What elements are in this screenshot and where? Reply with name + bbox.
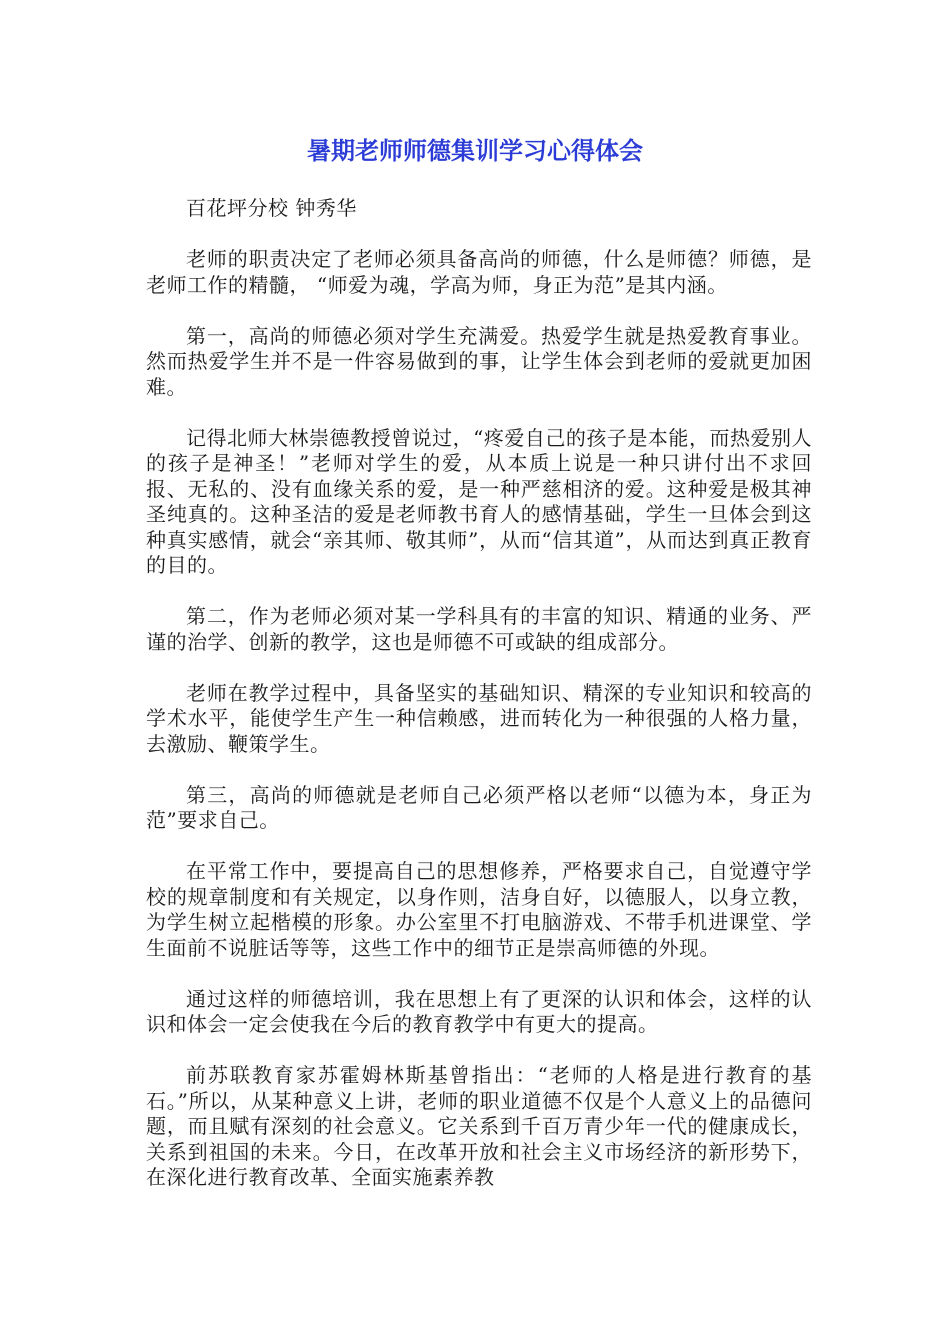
paragraph: 第一，高尚的师德必须对学生充满爱。热爱学生就是热爱教育事业。然而热爱学生并不是一件容易做到的事，让学生体会到老师的爱就更加困难。: [146, 323, 812, 399]
paragraph: 在平常工作中，要提高自己的思想修养，严格要求自己，自觉遵守学校的规章制度和有关规定，以身作则，洁身自好，以德服人，以身立教，为学生树立起楷模的形象。办公室里不打电脑游戏、不带手机进课堂、学生面前不说脏话等等，这些工作中的细节正是崇高师德的外现。: [146, 859, 812, 960]
paragraph: 第二，作为老师必须对某一学科具有的丰富的知识、精通的业务、严谨的治学、创新的教学，这也是师德不可或缺的组成部分。: [146, 604, 812, 654]
author-line: 百花坪分校 钟秀华: [186, 196, 357, 220]
document-body: [146, 196, 812, 1216]
paragraph: 第三，高尚的师德就是老师自己必须严格以老师“以德为本，身正为范”要求自己。: [146, 782, 812, 832]
paragraph: 通过这样的师德培训，我在思想上有了更深的认识和体会，这样的认识和体会一定会使我在今后的教育教学中有更大的提高。: [146, 986, 812, 1036]
paragraph: 老师在教学过程中，具备坚实的基础知识、精深的专业知识和较高的学术水平，能使学生产生一种信赖感，进而转化为一种很强的人格力量，去激励、鞭策学生。: [146, 680, 812, 756]
paragraph: 记得北师大林崇德教授曾说过，“疼爱自己的孩子是本能，而热爱别人的孩子是神圣！”老师对学生的爱，从本质上说是一种只讲付出不求回报、无私的、没有血缘关系的爱，是一种严慈相济的爱。这种爱是极其神圣纯真的。这种圣洁的爱是老师教书育人的感情基础，学生一旦体会到这种真实感情，就会“亲其师、敬其师”，从而“信其道”，从而达到真正教育的目的。: [146, 425, 812, 577]
paragraph: 前苏联教育家苏霍姆林斯基曾指出：“老师的人格是进行教育的基石。”所以，从某种意义上讲，老师的职业道德不仅是个人意义上的品德问题，而且赋有深刻的社会意义。它关系到千百万青少年一代的健康成长，关系到祖国的未来。今日，在改革开放和社会主义市场经济的新形势下，在深化进行教育改革、全面实施素养教: [146, 1063, 812, 1189]
paragraph: 老师的职责决定了老师必须具备高尚的师德，什么是师德？师德，是老师工作的精髓， “师爱为魂，学高为师，身正为范”是其内涵。: [146, 247, 812, 297]
document-title: 暑期老师师德集训学习心得体会: [307, 137, 643, 165]
